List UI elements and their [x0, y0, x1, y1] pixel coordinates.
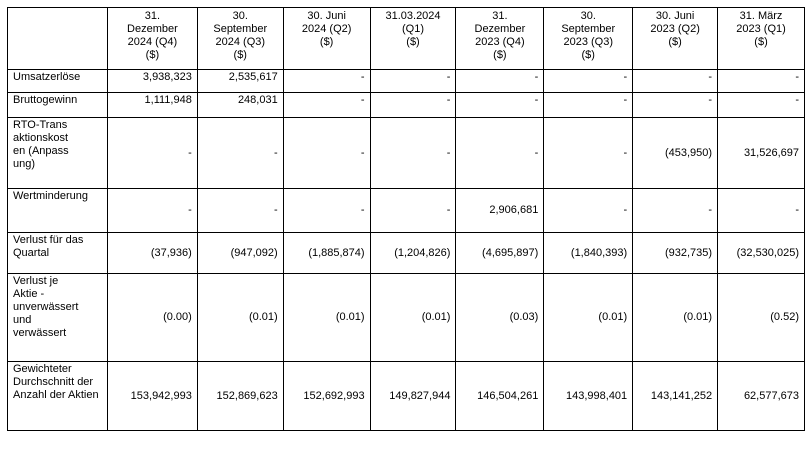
column-header-line: (Q1)	[402, 23, 425, 35]
table-cell: -	[633, 70, 718, 93]
row-label-text: Wertminderung	[13, 190, 88, 202]
column-header-line: 31. März	[739, 10, 783, 22]
table-cell: 146,504,261	[456, 362, 544, 431]
column-header-line: September	[213, 23, 268, 35]
column-header-line: ($)	[233, 49, 247, 61]
row-label: Umsatzerlöse	[8, 70, 108, 93]
table-cell: 2,535,617	[197, 70, 283, 93]
table-cell: -	[197, 118, 283, 189]
column-header-line: 30. Juni	[655, 10, 695, 22]
row-label	[8, 118, 108, 189]
quarterly-results-table	[7, 7, 805, 431]
table-cell: (0.01)	[633, 274, 718, 362]
table-cell: -	[283, 118, 370, 189]
table-cell: -	[370, 70, 456, 93]
column-header-line: Dezember	[474, 23, 526, 35]
column-header	[370, 8, 456, 70]
table-cell: -	[544, 189, 633, 233]
table-cell: (32,530,025)	[718, 233, 805, 274]
column-header	[718, 8, 805, 70]
financial-table-container	[7, 7, 805, 431]
table-row	[8, 189, 805, 233]
table-cell: 152,869,623	[197, 362, 283, 431]
column-header-line: 2023 (Q2)	[650, 23, 700, 35]
column-header-line: 2024 (Q3)	[215, 36, 266, 48]
table-cell: (0.00)	[107, 274, 197, 362]
column-header-line: ($)	[754, 36, 768, 48]
table-row	[8, 233, 805, 274]
table-cell: -	[107, 118, 197, 189]
table-cell: (37,936)	[107, 233, 197, 274]
column-header-line: ($)	[668, 36, 682, 48]
table-cell: 31,526,697	[718, 118, 805, 189]
column-header-line: Dezember	[127, 23, 178, 35]
table-cell: -	[718, 70, 805, 93]
row-label-text: RTO-Transaktionskosten (Anpassung)	[13, 119, 69, 170]
column-header-line: September	[561, 23, 616, 35]
table-cell: -	[370, 118, 456, 189]
column-header-line: ($)	[581, 49, 595, 61]
table-cell: 248,031	[197, 93, 283, 118]
table-cell: -	[283, 70, 370, 93]
table-cell: 1,111,948	[107, 93, 197, 118]
table-cell: -	[107, 189, 197, 233]
table-cell: -	[283, 93, 370, 118]
column-header-line: 31.	[492, 10, 508, 22]
table-cell: -	[456, 118, 544, 189]
column-header-line: 31.	[144, 10, 161, 22]
table-cell: (4,695,897)	[456, 233, 544, 274]
column-header-line: 30.	[580, 10, 596, 22]
table-cell: 153,942,993	[107, 362, 197, 431]
column-header-line: 30.	[232, 10, 248, 22]
row-label	[8, 274, 108, 362]
table-row	[8, 274, 805, 362]
table-row	[8, 362, 805, 431]
table-row	[8, 118, 805, 189]
table-cell: -	[370, 189, 456, 233]
table-cell: -	[283, 189, 370, 233]
table-cell: (0.01)	[370, 274, 456, 362]
column-header-line: 2023 (Q1)	[736, 23, 786, 35]
column-header-line: 2023 (Q4)	[475, 36, 525, 48]
row-label	[8, 189, 108, 233]
column-header	[283, 8, 370, 70]
column-header-line: 31.03.2024	[385, 10, 441, 22]
table-cell: -	[456, 70, 544, 93]
table-cell: (0.01)	[197, 274, 283, 362]
header-empty-cell	[8, 8, 108, 70]
table-cell: (947,092)	[197, 233, 283, 274]
table-cell: -	[456, 93, 544, 118]
table-cell: 152,692,993	[283, 362, 370, 431]
table-cell: 143,998,401	[544, 362, 633, 431]
table-cell: (932,735)	[633, 233, 718, 274]
row-label-text: Gewichteter Durchschnitt der Anzahl der Aktien	[13, 363, 99, 401]
column-header-line: 2024 (Q4)	[127, 36, 178, 48]
column-header-line: ($)	[145, 49, 160, 61]
column-header-line: ($)	[493, 49, 507, 61]
row-label	[8, 362, 108, 431]
table-cell: 2,906,681	[456, 189, 544, 233]
column-header-line: ($)	[319, 36, 334, 48]
table-cell: -	[633, 189, 718, 233]
table-cell: -	[633, 93, 718, 118]
table-cell: -	[544, 70, 633, 93]
table-cell: 143,141,252	[633, 362, 718, 431]
table-cell: (1,885,874)	[283, 233, 370, 274]
column-header	[633, 8, 718, 70]
table-cell: -	[718, 189, 805, 233]
table-cell: (0.01)	[544, 274, 633, 362]
header-row	[8, 8, 805, 70]
column-header-line: 2024 (Q2)	[301, 23, 352, 35]
table-row	[8, 70, 805, 93]
table-cell: -	[197, 189, 283, 233]
row-label: Bruttogewinn	[8, 93, 108, 118]
table-cell: (0.03)	[456, 274, 544, 362]
table-cell: -	[544, 93, 633, 118]
table-cell: (1,204,826)	[370, 233, 456, 274]
table-cell: -	[370, 93, 456, 118]
table-cell: (0.52)	[718, 274, 805, 362]
table-cell: (0.01)	[283, 274, 370, 362]
column-header-line: ($)	[406, 36, 420, 48]
table-row	[8, 93, 805, 118]
table-cell: 3,938,323	[107, 70, 197, 93]
column-header-line: 30. Juni	[307, 10, 346, 22]
table-cell: -	[718, 93, 805, 118]
column-header	[456, 8, 544, 70]
table-cell: (1,840,393)	[544, 233, 633, 274]
column-header	[107, 8, 197, 70]
row-label	[8, 233, 108, 274]
table-cell: (453,950)	[633, 118, 718, 189]
table-cell: -	[544, 118, 633, 189]
row-label-text: Verlust je Aktie - unverwässert und verwässert	[13, 275, 79, 339]
column-header	[197, 8, 283, 70]
row-label-text: Verlust für das Quartal	[13, 234, 84, 259]
table-cell: 62,577,673	[718, 362, 805, 431]
table-cell: 149,827,944	[370, 362, 456, 431]
column-header	[544, 8, 633, 70]
column-header-line: 2023 (Q3)	[563, 36, 613, 48]
